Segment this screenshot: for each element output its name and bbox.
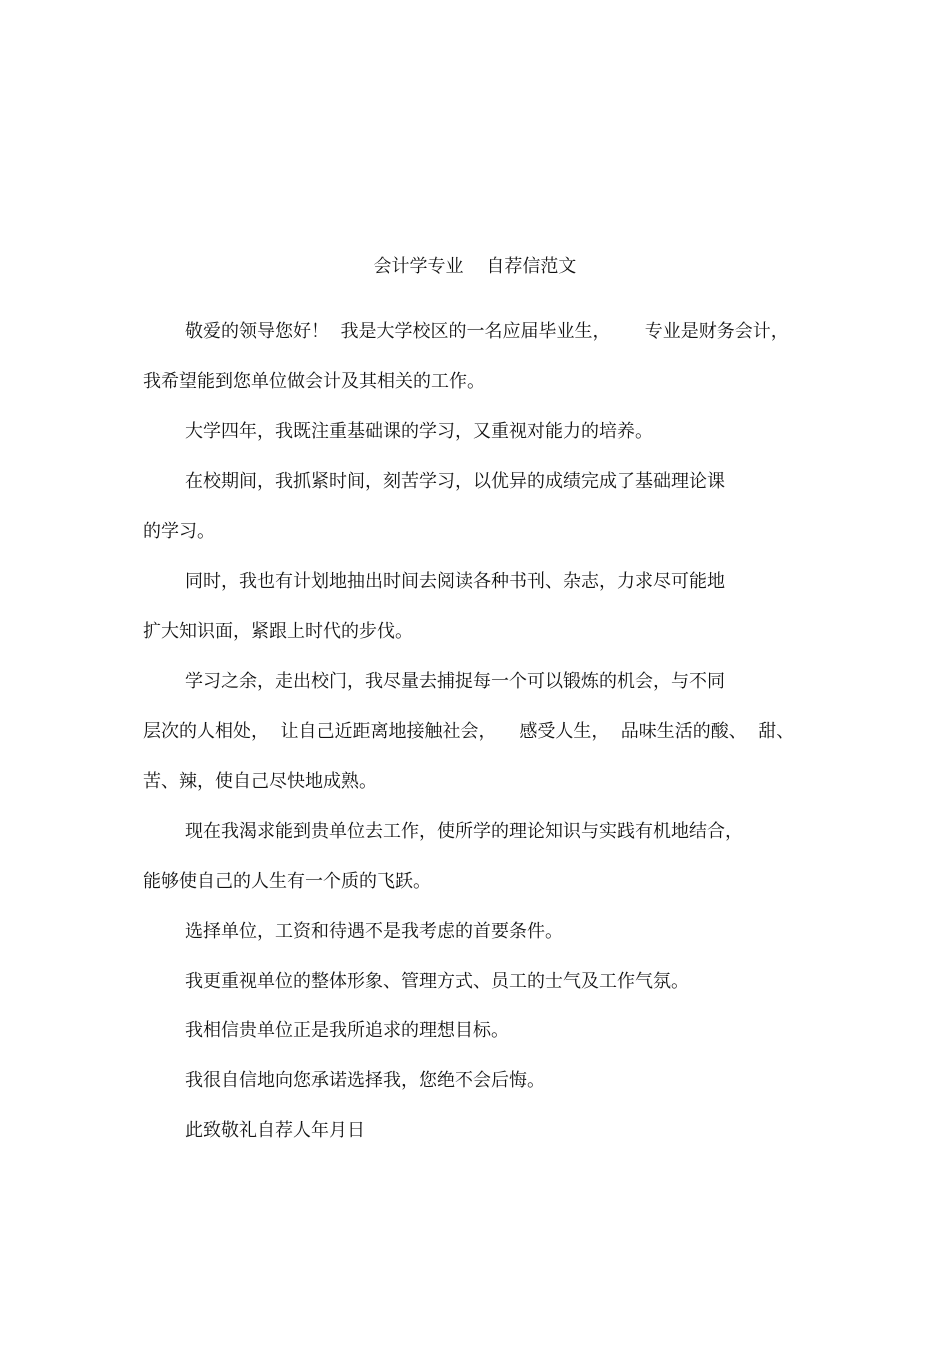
paragraph-line: 同时，我也有计划地抽出时间去阅读各种书刊、杂志，力求尽可能地 xyxy=(185,571,725,592)
paragraph-line: 现在我渴求能到贵单位去工作，使所学的理论知识与实践有机地结合， xyxy=(185,821,743,842)
paragraph-line: 学习之余，走出校门，我尽量去捕捉每一个可以锻炼的机会，与不同 xyxy=(185,671,725,692)
paragraph-line: 苦、辣，使自己尽快地成熟。 xyxy=(143,771,377,792)
paragraph-line: 我相信贵单位正是我所追求的理想目标。 xyxy=(185,1020,509,1041)
paragraph-line: 我希望能到您单位做会计及其相关的工作。 xyxy=(143,371,485,392)
paragraph-line: 大学四年，我既注重基础课的学习，又重视对能力的培养。 xyxy=(185,421,653,442)
paragraph-line: 我很自信地向您承诺选择我，您绝不会后悔。 xyxy=(185,1070,545,1091)
paragraph-line: 能够使自己的人生有一个质的飞跃。 xyxy=(143,871,431,892)
paragraph-line: 在校期间，我抓紧时间，刻苦学习，以优异的成绩完成了基础理论课 xyxy=(185,471,725,492)
paragraph-line: 我更重视单位的整体形象、管理方式、员工的士气及工作气氛。 xyxy=(185,971,689,992)
closing-line: 此致敬礼自荐人年月日 xyxy=(185,1120,365,1141)
paragraph-line: 的学习。 xyxy=(143,521,215,542)
paragraph-line: 敬爱的领导您好！ 我是大学校区的一名应届毕业生， 专业是财务会计， xyxy=(185,321,789,342)
paragraph-line: 选择单位，工资和待遇不是我考虑的首要条件。 xyxy=(185,921,563,942)
paragraph-line: 扩大知识面，紧跟上时代的步伐。 xyxy=(143,621,413,642)
document-title: 会计学专业 自荐信范文 xyxy=(373,256,577,277)
paragraph-line: 层次的人相处， 让自己近距离地接触社会， 感受人生， 品味生活的酸、 甜、 xyxy=(143,721,795,742)
